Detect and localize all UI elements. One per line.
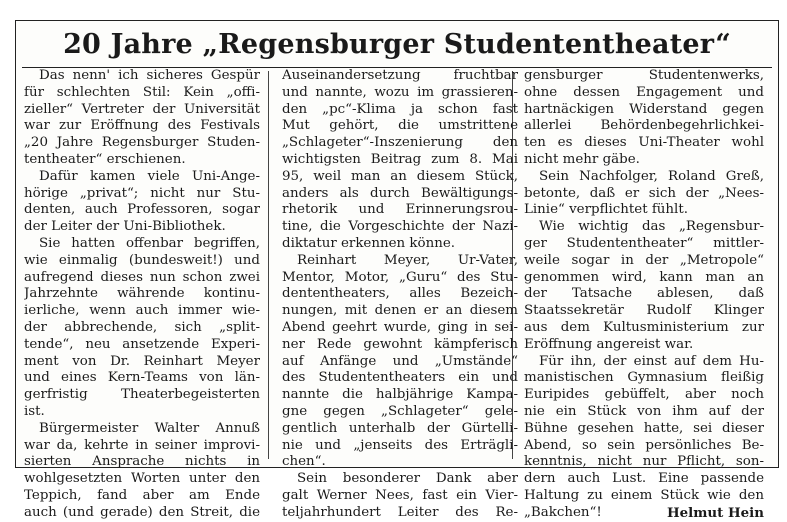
line-text: Auseinandersetzung fruchtbar bbox=[282, 68, 518, 83]
text-line bbox=[524, 236, 764, 253]
line-text: weile sogar in der „Metropole“ bbox=[524, 252, 764, 268]
line-text: denten, auch Professoren, sogar bbox=[24, 202, 260, 218]
line-text: Staatssekretär Rudolf Klinger bbox=[524, 303, 764, 319]
text-line bbox=[24, 152, 260, 169]
line-text: hörige „privat“; nicht nur Stu- bbox=[24, 185, 260, 201]
text-line bbox=[24, 236, 260, 253]
line-text: war da, kehrte in seiner improvi- bbox=[24, 437, 260, 453]
text-line bbox=[282, 186, 518, 203]
text-line bbox=[24, 85, 260, 102]
line-text: tende“, neu ansetzende Experi- bbox=[24, 336, 260, 352]
line-text: diktatur erkennen könne. bbox=[282, 235, 456, 251]
text-line bbox=[24, 219, 260, 236]
text-line bbox=[24, 253, 260, 270]
text-line bbox=[24, 505, 260, 522]
text-line bbox=[524, 270, 764, 287]
text-line bbox=[524, 135, 764, 152]
line-text: dententheaters, alles Bezeich- bbox=[282, 286, 518, 302]
line-text: auf Anfänge und „Umstände“ bbox=[282, 353, 518, 369]
text-line bbox=[524, 505, 764, 522]
line-text: Sein Nachfolger, Roland Greß, bbox=[539, 168, 764, 184]
line-text: Für ihn, der einst auf dem Hu- bbox=[539, 353, 764, 369]
line-text: aufregend dieses nun schon zwei bbox=[24, 269, 260, 285]
text-line bbox=[24, 286, 260, 303]
text-line bbox=[282, 471, 518, 488]
line-text: und nannte, wozu im grassieren- bbox=[282, 84, 518, 100]
text-line bbox=[282, 438, 518, 455]
line-text: ner Rede gewohnt kämpferisch bbox=[282, 336, 518, 352]
line-text: hartnäckigen Widerstand gegen bbox=[524, 101, 764, 117]
line-text: Bürgermeister Walter Annuß bbox=[39, 420, 260, 436]
text-line bbox=[282, 303, 518, 320]
line-text: den „pc“-Klima ja schon fast bbox=[282, 101, 518, 117]
text-line bbox=[24, 438, 260, 455]
article-column-1 bbox=[24, 68, 260, 522]
line-text: gentlich unterhalb der Gürtelli- bbox=[282, 420, 518, 436]
line-text: der abbrechende, sich „split- bbox=[24, 319, 260, 335]
text-line bbox=[282, 85, 518, 102]
line-text: des Studententheaters ein und bbox=[282, 370, 518, 386]
line-text: „20 Jahre Regensburger Studen- bbox=[24, 135, 260, 151]
line-text: der Tatsache ablesen, daß bbox=[524, 286, 764, 302]
line-text: gne gegen „Schlageter“ gele- bbox=[282, 403, 518, 419]
line-text: wichtigsten Beitrag zum 8. Mai bbox=[282, 151, 518, 167]
text-line bbox=[282, 202, 518, 219]
line-text: aus dem Kultusministerium zur bbox=[524, 319, 764, 335]
line-text: tentheater“ erschienen. bbox=[24, 151, 186, 167]
text-line bbox=[524, 320, 764, 337]
column-divider bbox=[268, 71, 269, 459]
text-line bbox=[524, 219, 764, 236]
text-line bbox=[524, 253, 764, 270]
line-text: dern auch Lust. Eine passende bbox=[524, 471, 764, 487]
text-line bbox=[24, 421, 260, 438]
line-text: sierten Ansprache nichts in bbox=[24, 454, 260, 470]
line-text: ten es dieses Uni-Theater wohl bbox=[524, 135, 764, 151]
line-text: und eines Kern-Teams von län- bbox=[24, 370, 260, 386]
author-byline: Helmut Hein bbox=[666, 504, 764, 521]
line-text: rhetorik und Erinnerungsrou- bbox=[282, 202, 518, 218]
text-line bbox=[524, 68, 764, 85]
newspaper-clipping bbox=[15, 20, 779, 521]
text-line bbox=[24, 68, 260, 85]
text-line bbox=[524, 152, 764, 169]
line-text: „Bakchen“! bbox=[524, 504, 602, 520]
line-text: Abend geehrt wurde, ging in sei- bbox=[282, 319, 518, 335]
text-line bbox=[24, 454, 260, 471]
text-line bbox=[524, 387, 764, 404]
line-text: tine, die Vorgeschichte der Nazi- bbox=[282, 219, 518, 235]
text-line bbox=[282, 152, 518, 169]
article-headline: 20 Jahre „Regensburger Studententheater“ bbox=[63, 29, 731, 60]
text-line bbox=[282, 102, 518, 119]
text-line bbox=[524, 438, 764, 455]
text-line bbox=[524, 102, 764, 119]
text-line bbox=[24, 354, 260, 371]
text-line bbox=[24, 370, 260, 387]
text-line bbox=[24, 186, 260, 203]
text-line bbox=[24, 270, 260, 287]
text-line bbox=[282, 370, 518, 387]
text-line bbox=[282, 387, 518, 404]
text-line bbox=[24, 102, 260, 119]
line-text: Haltung zu einem Stück wie den bbox=[524, 487, 764, 503]
line-text: für schlechten Stil: Kein „offi- bbox=[24, 84, 260, 100]
line-text: gerfristig Theaterbegeisterten bbox=[24, 387, 260, 403]
text-line bbox=[524, 337, 764, 354]
text-line bbox=[524, 85, 764, 102]
line-text: gensburger Studentenwerks, bbox=[524, 68, 764, 83]
text-line bbox=[24, 118, 260, 135]
text-line bbox=[282, 488, 518, 505]
line-text: der Leiter der Uni-Bibliothek. bbox=[24, 219, 226, 235]
line-text: betonte, daß er sich der „Nees- bbox=[524, 185, 764, 201]
text-line bbox=[282, 454, 518, 471]
text-line bbox=[282, 236, 518, 253]
line-text: Bühne gesehen hatte, sei dieser bbox=[524, 420, 764, 436]
line-text: Sein besonderer Dank aber bbox=[297, 471, 518, 487]
line-text: nungen, mit denen er an diesem bbox=[282, 303, 518, 319]
text-line bbox=[24, 202, 260, 219]
text-line bbox=[524, 370, 764, 387]
line-text: chen“. bbox=[282, 454, 326, 470]
line-text: Das nenn' ich sicheres Gespür bbox=[39, 68, 260, 83]
text-line bbox=[524, 354, 764, 371]
line-text: nannte die halbjährige Kampa- bbox=[282, 387, 518, 403]
text-line bbox=[282, 118, 518, 135]
text-line bbox=[524, 471, 764, 488]
line-text: anders als durch Bewältigungs- bbox=[282, 185, 518, 201]
line-text: Euripides gebüffelt, aber noch bbox=[524, 387, 764, 403]
text-line bbox=[282, 169, 518, 186]
text-line bbox=[282, 135, 518, 152]
text-line bbox=[282, 421, 518, 438]
line-text: Abend, so sein persönliches Be- bbox=[524, 437, 764, 453]
line-text: ist. bbox=[24, 403, 45, 419]
text-line bbox=[24, 404, 260, 421]
line-text: manistischen Gymnasium fleißig bbox=[524, 370, 764, 386]
text-line bbox=[524, 488, 764, 505]
line-text: zieller“ Vertreter der Universität bbox=[24, 101, 260, 117]
text-line bbox=[24, 169, 260, 186]
line-text: kenntnis, nicht nur Pflicht, son- bbox=[524, 454, 764, 470]
text-line bbox=[24, 320, 260, 337]
line-text: ierliche, wenn auch immer wie- bbox=[24, 303, 260, 319]
text-line bbox=[282, 270, 518, 287]
line-text: war zur Eröffnung des Festivals bbox=[24, 118, 260, 134]
text-line bbox=[524, 202, 764, 219]
text-line bbox=[24, 387, 260, 404]
text-line bbox=[524, 303, 764, 320]
line-text: auch (und gerade) den Streit, die bbox=[24, 504, 260, 520]
line-text: „Schlageter“-Inszenierung den bbox=[282, 135, 518, 151]
line-text: Jahrzehnte währende kontinu- bbox=[24, 286, 260, 302]
text-line bbox=[524, 118, 764, 135]
line-text: Reinhart Meyer, Ur-Vater, bbox=[297, 252, 518, 268]
line-text: 95, weil man an diesem Stück, bbox=[282, 168, 518, 184]
text-line bbox=[24, 471, 260, 488]
line-text: wie einmalig (bundesweit!) und bbox=[24, 252, 260, 268]
line-text: Mut gehört, die umstrittene bbox=[282, 118, 518, 134]
line-text: allerlei Behördenbegehrlichkei- bbox=[524, 118, 764, 134]
line-text: Dafür kamen viele Uni-Ange- bbox=[39, 168, 260, 184]
line-text: Teppich, fand aber am Ende bbox=[24, 487, 260, 503]
text-line bbox=[524, 421, 764, 438]
line-text: teljahrhundert Leiter des Re- bbox=[282, 504, 518, 520]
text-line bbox=[282, 320, 518, 337]
line-text: nie ein Stück von ihm auf der bbox=[524, 403, 764, 419]
text-line bbox=[282, 68, 518, 85]
text-line bbox=[282, 219, 518, 236]
line-text: Linie“ verpflichtet fühlt. bbox=[524, 202, 688, 218]
line-text: genommen wird, kann man an bbox=[524, 269, 764, 285]
text-line bbox=[524, 404, 764, 421]
line-text: nie und „jenseits des Erträgli- bbox=[282, 437, 518, 453]
text-line bbox=[524, 454, 764, 471]
text-line bbox=[524, 286, 764, 303]
text-line bbox=[282, 354, 518, 371]
text-line bbox=[24, 488, 260, 505]
line-text: Wie wichtig das „Regensbur- bbox=[539, 219, 764, 235]
article-column-2 bbox=[282, 68, 518, 522]
text-line bbox=[524, 186, 764, 203]
line-text: ment von Dr. Reinhart Meyer bbox=[24, 353, 260, 369]
text-line bbox=[282, 337, 518, 354]
text-line bbox=[282, 286, 518, 303]
line-text: Eröffnung angereist war. bbox=[524, 336, 694, 352]
article-column-3 bbox=[524, 68, 764, 522]
line-text: ger Studententheater“ mittler- bbox=[524, 235, 764, 251]
text-line bbox=[282, 404, 518, 421]
text-line bbox=[24, 135, 260, 152]
text-line bbox=[282, 253, 518, 270]
line-text: wohlgesetzten Worten unter den bbox=[24, 471, 260, 487]
line-text: Sie hatten offenbar begriffen, bbox=[39, 235, 260, 251]
line-text: galt Werner Nees, fast ein Vier- bbox=[282, 487, 518, 503]
text-line bbox=[282, 505, 518, 522]
line-text: ohne dessen Engagement und bbox=[524, 84, 764, 100]
line-text: Mentor, Motor, „Guru“ des Stu- bbox=[282, 269, 518, 285]
text-line bbox=[24, 337, 260, 354]
text-line bbox=[524, 169, 764, 186]
line-text: nicht mehr gäbe. bbox=[524, 151, 640, 167]
text-line bbox=[24, 303, 260, 320]
